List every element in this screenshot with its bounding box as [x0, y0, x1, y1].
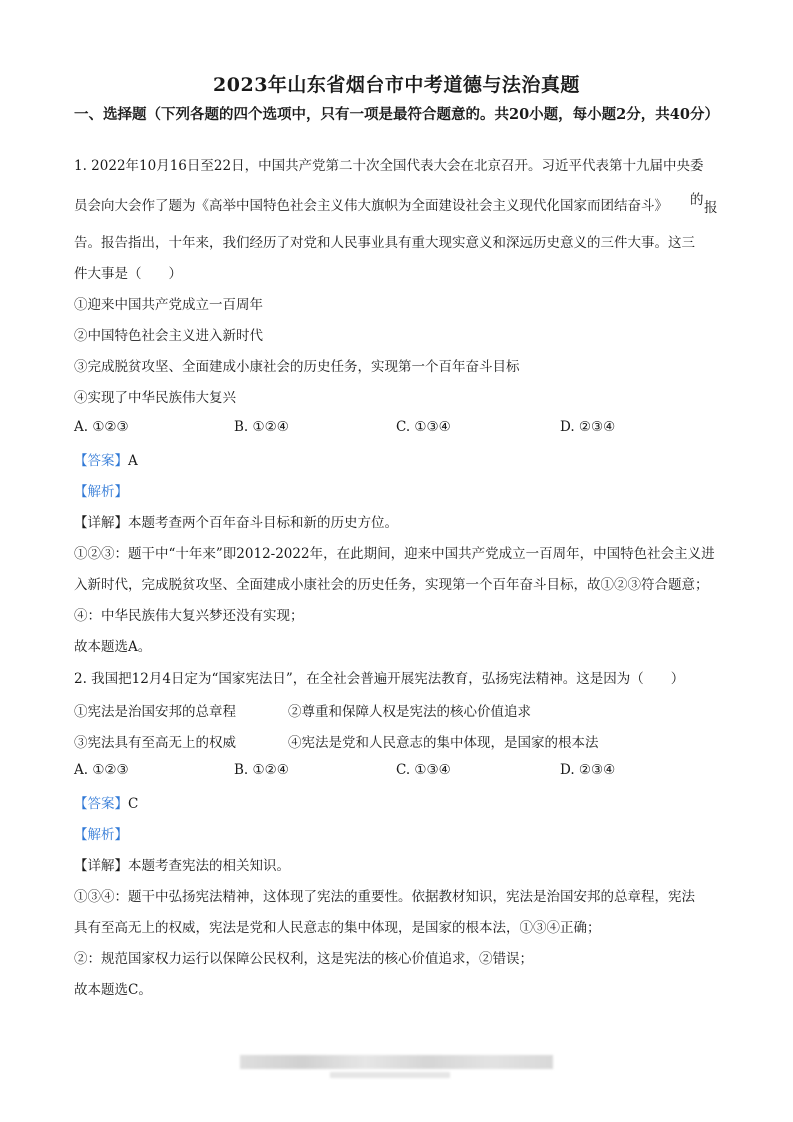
q1-option-a: A. ①②③ — [74, 419, 129, 435]
page-title: 2023年山东省烟台市中考道德与法治真题 — [213, 74, 580, 96]
q1-stem-line4: 件大事是（ ） — [74, 266, 182, 282]
q2-answer-tag: 【答案】 — [74, 796, 128, 812]
q2-statement-1: ①宪法是治国安邦的总章程 — [74, 704, 236, 720]
q1-answer-tag: 【答案】 — [74, 453, 128, 469]
q1-answer-value: A — [128, 453, 138, 469]
q2-statements-row1 — [74, 700, 724, 720]
q2-statement-3: ③宪法具有至高无上的权威 — [74, 735, 236, 751]
q2-stem: 2. 我国把12月4日定为“国家宪法日”，在全社会普遍开展宪法教育，弘扬宪法精神。这是因为（ ） — [74, 671, 685, 687]
q1-statement-4: ④实现了中华民族伟大复兴 — [74, 390, 236, 406]
q1-statement-2: ②中国特色社会主义进入新时代 — [74, 328, 263, 344]
q1-stem-line2 — [74, 196, 724, 216]
q1-option-c: C. ①③④ — [396, 419, 451, 435]
q1-option-b: B. ①②④ — [234, 419, 289, 435]
section-heading: 一、选择题（下列各题的四个选项中，只有一项是最符合题意的。共20小题，每小题2分，共40分） — [74, 106, 719, 123]
q1-stem-line2-end: 报 — [704, 200, 718, 216]
q1-explanation-1: ①②③：题干中“十年来”即2012-2022年，在此期间，迎来中国共产党成立一百周年，中国特色社会主义进 — [74, 546, 715, 562]
q1-stem-line3: 告。报告指出，十年来，我们经历了对党和人民事业具有重大现实意义和深远历史意义的三件大事。这三 — [74, 235, 695, 251]
q1-answer — [74, 451, 724, 471]
q2-conclusion: 故本题选C。 — [74, 982, 152, 998]
q1-statement-1: ①迎来中国共产党成立一百周年 — [74, 297, 263, 313]
q2-answer-value: C — [128, 796, 139, 812]
blurred-footer-watermark — [240, 1055, 553, 1069]
q1-conclusion: 故本题选A。 — [74, 639, 152, 655]
q1-option-d: D. ②③④ — [560, 419, 616, 435]
q1-explanation-3: ④：中华民族伟大复兴梦还没有实现； — [74, 608, 304, 624]
q2-options — [74, 762, 724, 782]
q1-detail: 【详解】本题考查两个百年奋斗目标和新的历史方位。 — [74, 515, 398, 531]
q1-analysis — [74, 482, 724, 502]
q2-option-a: A. ①②③ — [74, 762, 129, 778]
q1-options — [74, 419, 724, 439]
q2-option-d: D. ②③④ — [560, 762, 616, 778]
blurred-footer-watermark-line — [330, 1072, 450, 1078]
q1-analysis-tag: 【解析】 — [74, 484, 128, 500]
q2-explanation-1: ①③④：题干中弘扬宪法精神，这体现了宪法的重要性。依据教材知识，宪法是治国安邦的总章程，宪法 — [74, 889, 695, 905]
q2-explanation-3: ②：规范国家权力运行以保障公民权利，这是宪法的核心价值追求，②错误； — [74, 951, 533, 967]
q1-stem-line1: 1. 2022年10月16日至22日，中国共产党第二十次全国代表大会在北京召开。习近平代表第十九届中央委 — [74, 158, 704, 174]
q1-explanation-2: 入新时代，完成脱贫攻坚、全面建成小康社会的历史任务，实现第一个百年奋斗目标，故①②③符合题意； — [74, 577, 709, 593]
q1-stem-line2-text: 员会向大会作了题为《高举中国特色社会主义伟大旗帜为全面建设社会主义现代化国家而团结奋斗》 — [74, 198, 668, 214]
q2-analysis — [74, 825, 724, 845]
q2-answer — [74, 794, 724, 814]
q1-statement-3: ③完成脱贫攻坚、全面建成小康社会的历史任务，实现第一个百年奋斗目标 — [74, 359, 520, 375]
q2-detail: 【详解】本题考查宪法的相关知识。 — [74, 858, 290, 874]
q2-statements-row2 — [74, 731, 724, 751]
q2-explanation-2: 具有至高无上的权威，宪法是党和人民意志的集中体现，是国家的根本法，①③④正确； — [74, 920, 601, 936]
q1-stem-sup: 的 — [690, 192, 704, 208]
q2-statement-4: ④宪法是党和人民意志的集中体现，是国家的根本法 — [288, 735, 599, 751]
q2-option-c: C. ①③④ — [396, 762, 451, 778]
q2-option-b: B. ①②④ — [234, 762, 289, 778]
q2-analysis-tag: 【解析】 — [74, 827, 128, 843]
q2-statement-2: ②尊重和保障人权是宪法的核心价值追求 — [288, 704, 531, 720]
